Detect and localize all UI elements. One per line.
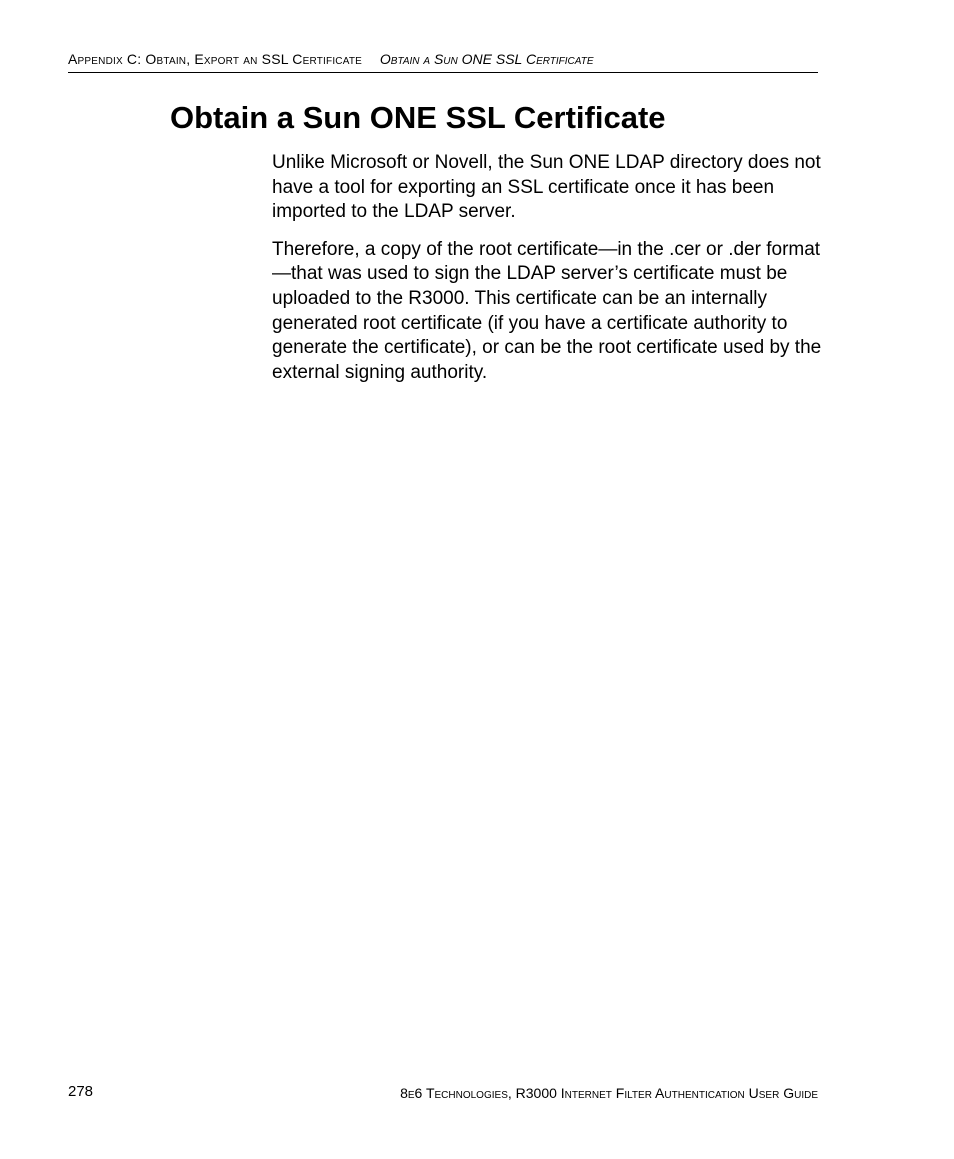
header-section-title: Obtain a Sun ONE SSL Certificate [379,51,594,67]
body-text [272,151,822,398]
page-title: Obtain a Sun ONE SSL Certificate [170,100,666,135]
running-header [68,50,818,73]
footer-guide-title: 8e6 Technologies, R3000 Internet Filter Authentication User Guide [400,1085,818,1101]
page-number: 278 [68,1083,94,1100]
paragraph-intro: Unlike Microsoft or Novell, the Sun ONE LDAP directory does not have a tool for exporting an SSL certificate once it has been imported to the LDAP server. [272,152,821,223]
paragraph-root-certificate: Therefore, a copy of the root certificate—in the .cer or .der format—that was used to sign the LDAP server’s certificate must be uploaded to the R3000. This certificate can be an internally generated root certificate (if you have a certificate authority to generate the certificate), or can be the root certificate used by the external signing authority. [272,238,822,383]
header-chapter-title: Appendix C: Obtain, Export an SSL Certificate [68,51,363,67]
